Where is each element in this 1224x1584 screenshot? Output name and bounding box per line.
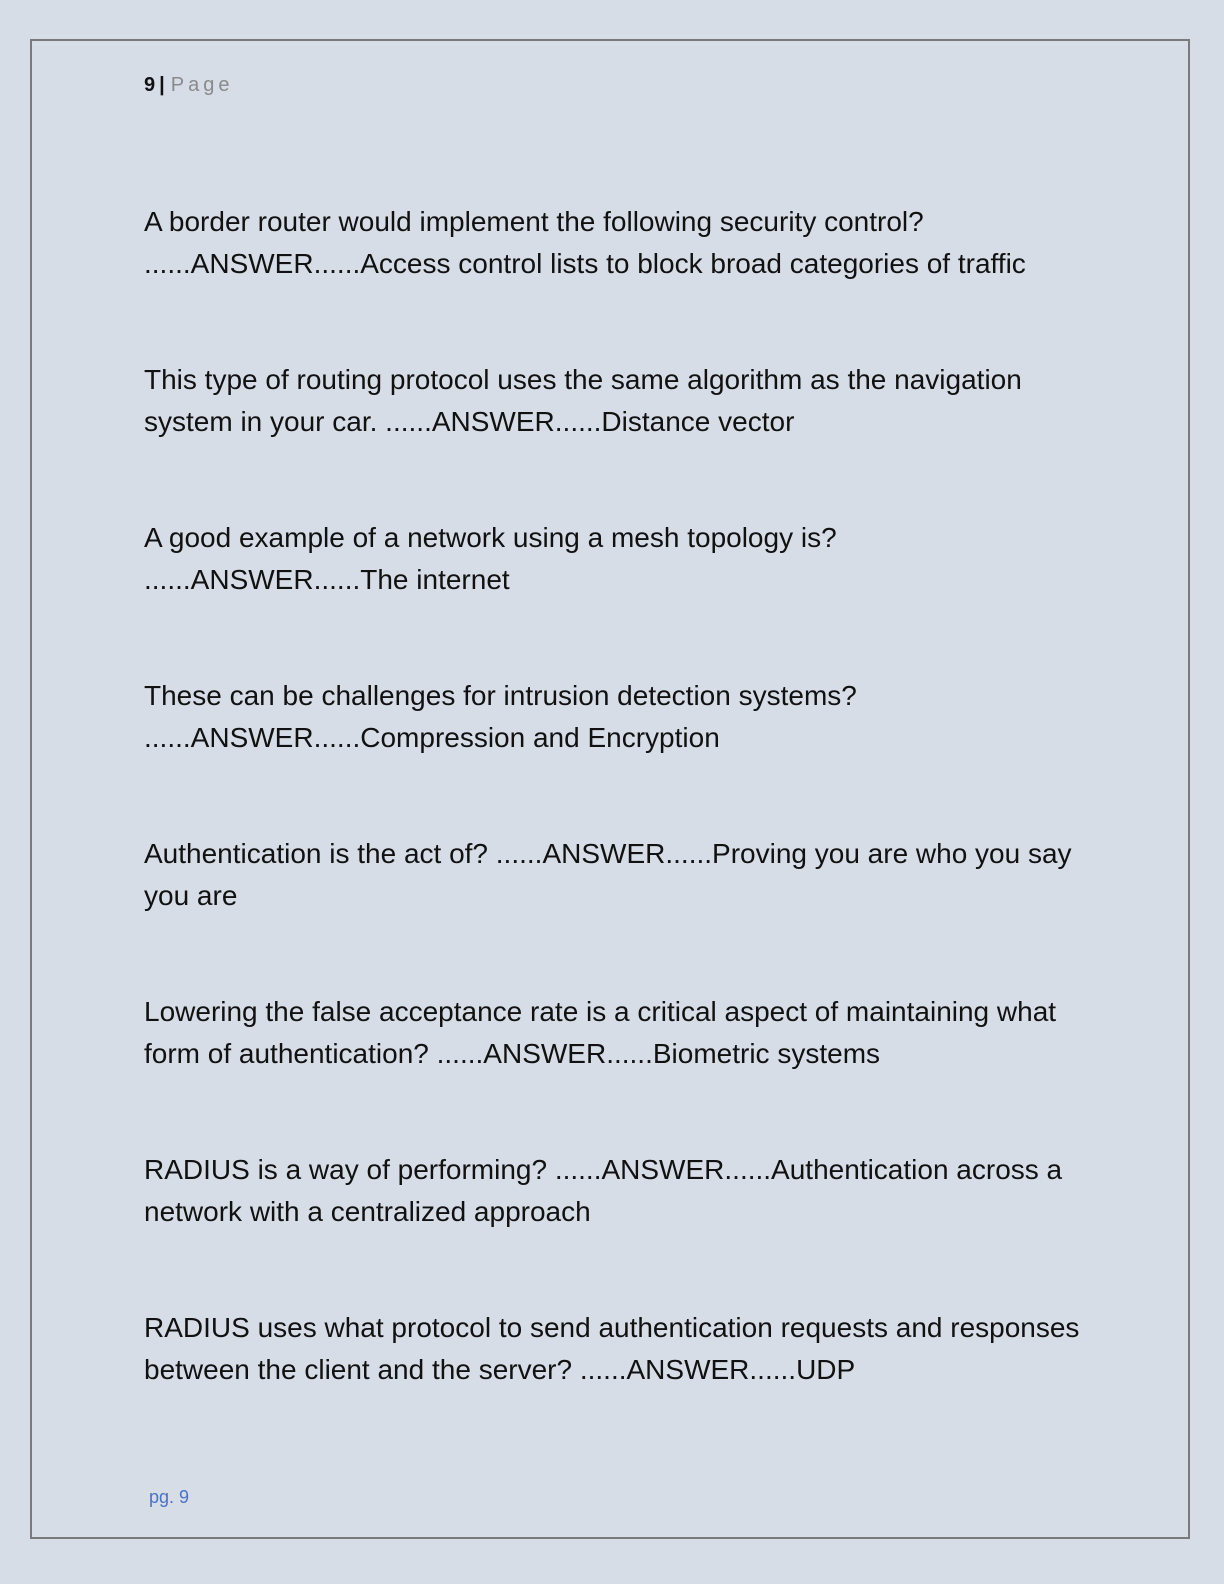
qa-item: RADIUS uses what protocol to send authentication requests and responses between the client and the server? ......ANSWER......UDP [144, 1312, 1080, 1385]
header-page-label: Page [170, 74, 234, 96]
qa-item: These can be challenges for intrusion detection systems? ......ANSWER......Compression and Encryption [144, 680, 857, 753]
qa-item: This type of routing protocol uses the same algorithm as the navigation system in your car. ......ANSWER......Distance vector [144, 364, 1022, 437]
qa-item: Authentication is the act of? ......ANSWER......Proving you are who you say you are [144, 838, 1072, 911]
qa-item: A border router would implement the following security control? ......ANSWER......Access control lists to block broad categories of traffic [144, 206, 1026, 279]
qa-item: A good example of a network using a mesh topology is? ......ANSWER......The internet [144, 522, 837, 595]
qa-item: RADIUS is a way of performing? ......ANSWER......Authentication across a network with a centralized approach [144, 1154, 1063, 1227]
header-separator: | [159, 74, 165, 96]
qa-list [144, 201, 1084, 1465]
page-header [144, 73, 233, 97]
qa-item: Lowering the false acceptance rate is a critical aspect of maintaining what form of authentication? ......ANSWER......Biometric systems [144, 996, 1057, 1069]
footer-page-number: pg. 9 [149, 1487, 190, 1507]
header-page-number: 9 [144, 74, 156, 96]
